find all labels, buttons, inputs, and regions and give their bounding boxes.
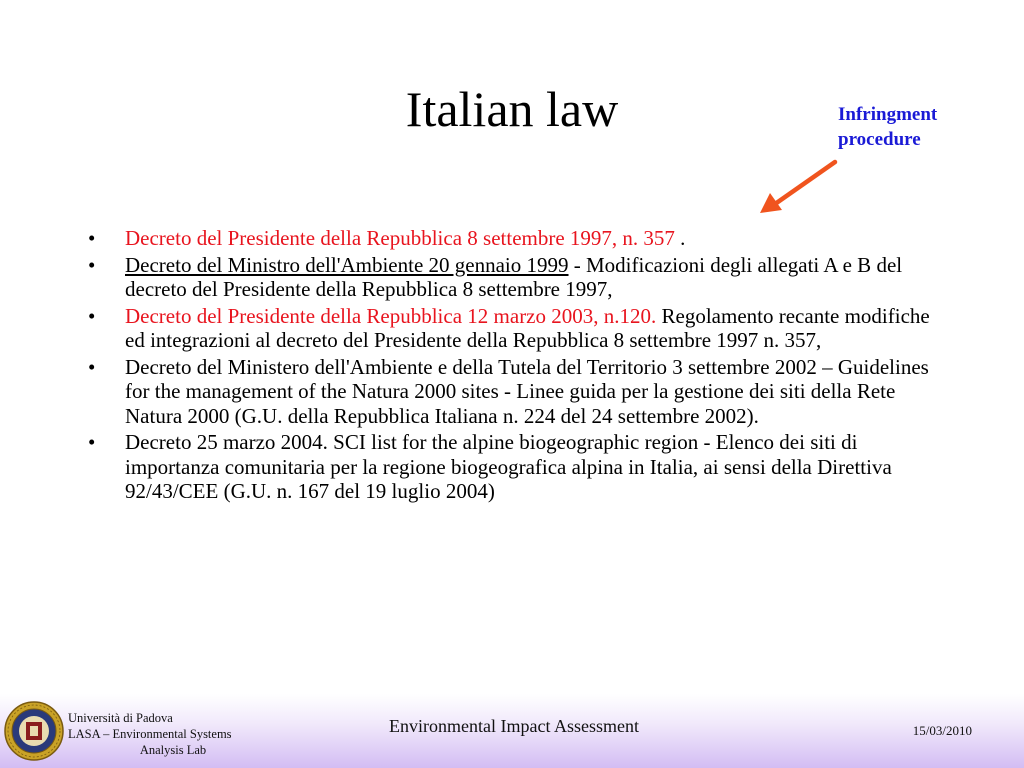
law-description: Regolamento recante modifiche ed integrazioni al decreto del Presidente della Repubblica 8 settembre 1997 n. 357, xyxy=(125,303,930,352)
law-reference-link[interactable]: Decreto del Ministro dell'Ambiente 20 gennaio 1999 xyxy=(125,252,569,277)
bullet-icon: • xyxy=(88,303,96,328)
slide-date: 15/03/2010 xyxy=(912,723,972,738)
lab-name-line-1: LASA – Environmental Systems xyxy=(68,727,232,741)
lab-name-line-2: Analysis Lab xyxy=(139,743,207,757)
university-seal-icon xyxy=(3,696,65,764)
list-item xyxy=(88,226,938,251)
law-description: - Modificazioni degli allegati A e B del decreto del Presidente della Repubblica 8 settembre 1997, xyxy=(125,252,903,301)
law-list xyxy=(88,226,938,506)
law-description: Decreto del Ministero dell'Ambiente e della Tutela del Territorio 3 settembre 2002 – Guidelines for the management of the Natura 2000 sites - Linee guida per la gestione dei siti della Rete Natura 2000 (G.U. della Repubblica Italiana n. 224 del 24 settembre 2002). xyxy=(125,354,929,428)
slide-title: Italian law xyxy=(405,81,619,137)
course-title: Environmental Impact Assessment xyxy=(389,716,639,736)
annotation-line-1: Infringment xyxy=(838,104,938,125)
list-item xyxy=(88,355,938,429)
law-description: Decreto 25 marzo 2004. SCI list for the alpine biogeographic region - Elenco dei siti di importanza comunitaria per la regione biogeografica alpina in Italia, ai sensi della Direttiva 92/43/CEE (G.U. n. 167 del 19 luglio 2004) xyxy=(125,430,892,503)
bullet-icon: • xyxy=(88,252,96,277)
list-item xyxy=(88,304,938,353)
infringement-annotation xyxy=(838,102,988,152)
list-item xyxy=(88,253,938,302)
bullet-icon: • xyxy=(88,430,96,454)
law-reference: Decreto del Presidente della Repubblica 12 marzo 2003, n.120. xyxy=(125,303,657,328)
law-reference: Decreto del Presidente della Repubblica 8 settembre 1997, n. 357 xyxy=(125,226,675,250)
bullet-icon: • xyxy=(88,226,96,250)
bullet-icon: • xyxy=(88,354,96,379)
slide-footer xyxy=(0,694,1024,768)
annotation-line-2: procedure xyxy=(838,129,921,150)
list-item xyxy=(88,430,938,504)
law-description: . xyxy=(674,226,686,250)
university-name: Università di Padova xyxy=(68,711,173,725)
university-info xyxy=(68,710,288,758)
